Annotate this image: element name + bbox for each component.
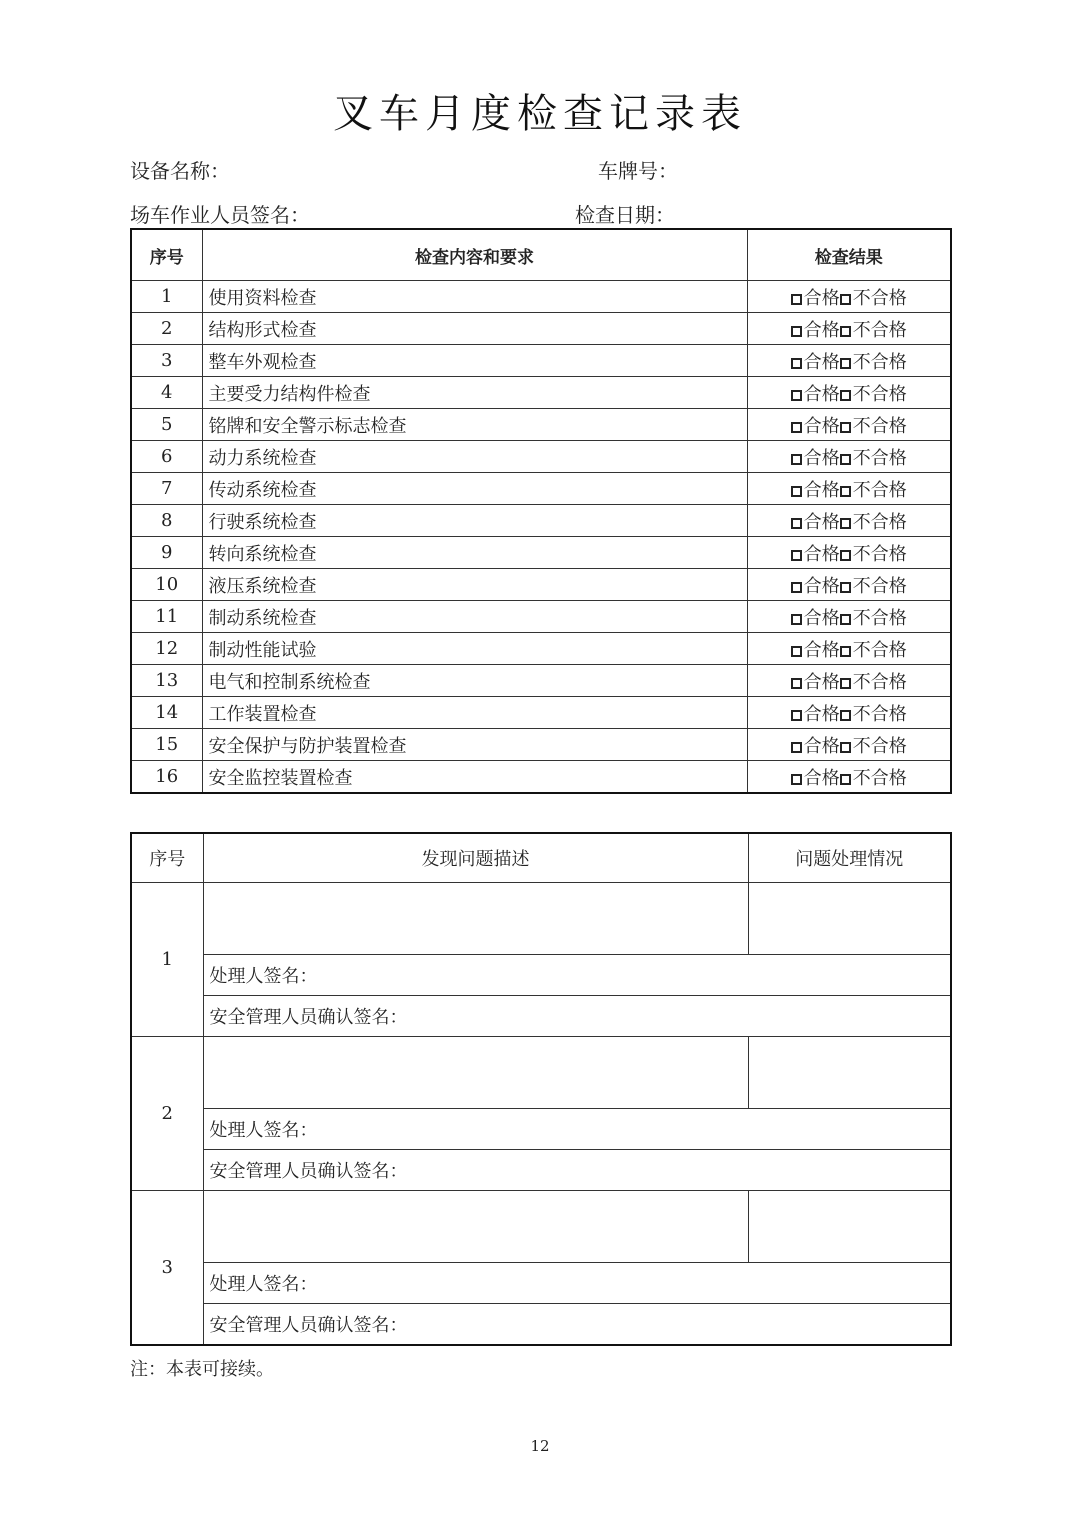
inspect-date-label: 检查日期： [575, 203, 675, 227]
row-result [747, 601, 951, 633]
row-seq: 3 [131, 345, 202, 377]
fail-option-label: 不合格 [852, 639, 907, 661]
safety-sign-field[interactable]: 安全管理人员确认签名： [203, 1304, 951, 1346]
pass-checkbox[interactable] [791, 614, 802, 625]
pass-checkbox[interactable] [791, 518, 802, 529]
pass-checkbox[interactable] [791, 486, 802, 497]
fail-option-label: 不合格 [852, 479, 907, 501]
safety-sign-row [131, 1304, 951, 1346]
fail-checkbox[interactable] [840, 486, 851, 497]
row-result [747, 441, 951, 473]
fail-checkbox[interactable] [840, 294, 851, 305]
fail-option-label: 不合格 [852, 351, 907, 373]
pass-option-label: 合格 [803, 479, 840, 501]
problem-seq: 2 [131, 1037, 203, 1191]
safety-sign-field[interactable]: 安全管理人员确认签名： [203, 1150, 951, 1191]
pass-option-label: 合格 [803, 767, 840, 789]
fail-checkbox[interactable] [840, 774, 851, 785]
fail-checkbox[interactable] [840, 422, 851, 433]
table-row [131, 697, 951, 729]
footnote: 注：本表可接续。 [130, 1359, 274, 1380]
fail-option-label: 不合格 [852, 287, 907, 309]
seq-header: 序号 [131, 833, 203, 883]
fail-option-label: 不合格 [852, 511, 907, 533]
row-result [747, 281, 951, 313]
fail-checkbox[interactable] [840, 678, 851, 689]
row-item: 制动性能试验 [202, 633, 747, 665]
pass-option-label: 合格 [803, 607, 840, 629]
fail-checkbox[interactable] [840, 550, 851, 561]
row-result [747, 665, 951, 697]
fail-checkbox[interactable] [840, 326, 851, 337]
problem-header-row [131, 833, 951, 883]
problem-row [131, 883, 951, 955]
pass-checkbox[interactable] [791, 358, 802, 369]
row-seq: 15 [131, 729, 202, 761]
fail-option-label: 不合格 [852, 415, 907, 437]
fail-checkbox[interactable] [840, 358, 851, 369]
row-result [747, 409, 951, 441]
pass-option-label: 合格 [803, 287, 840, 309]
table-row [131, 281, 951, 313]
pass-option-label: 合格 [803, 415, 840, 437]
handler-sign-field[interactable]: 处理人签名： [203, 955, 951, 996]
pass-option-label: 合格 [803, 383, 840, 405]
fail-option-label: 不合格 [852, 703, 907, 725]
row-seq: 4 [131, 377, 202, 409]
problem-handling-field[interactable] [748, 1037, 951, 1109]
handler-sign-row [131, 1263, 951, 1304]
table-row [131, 409, 951, 441]
fail-checkbox[interactable] [840, 646, 851, 657]
table-row [131, 569, 951, 601]
row-item: 铭牌和安全警示标志检查 [202, 409, 747, 441]
fail-option-label: 不合格 [852, 543, 907, 565]
fail-checkbox[interactable] [840, 710, 851, 721]
pass-option-label: 合格 [803, 639, 840, 661]
pass-option-label: 合格 [803, 671, 840, 693]
fail-option-label: 不合格 [852, 671, 907, 693]
content-header: 检查内容和要求 [202, 229, 747, 281]
row-seq: 12 [131, 633, 202, 665]
pass-checkbox[interactable] [791, 774, 802, 785]
safety-sign-row [131, 996, 951, 1037]
pass-option-label: 合格 [803, 703, 840, 725]
row-result [747, 537, 951, 569]
table-row [131, 505, 951, 537]
plate-no-label: 车牌号： [598, 159, 678, 183]
handling-header: 问题处理情况 [748, 833, 951, 883]
operator-sign-label: 场车作业人员签名： [130, 203, 310, 227]
problem-row [131, 1037, 951, 1109]
table-row [131, 345, 951, 377]
fail-option-label: 不合格 [852, 383, 907, 405]
fail-option-label: 不合格 [852, 767, 907, 789]
pass-checkbox[interactable] [791, 742, 802, 753]
row-item: 制动系统检查 [202, 601, 747, 633]
row-result [747, 345, 951, 377]
pass-option-label: 合格 [803, 543, 840, 565]
table-row [131, 537, 951, 569]
table-row [131, 665, 951, 697]
row-item: 传动系统检查 [202, 473, 747, 505]
pass-checkbox[interactable] [791, 294, 802, 305]
table-row [131, 313, 951, 345]
row-seq: 11 [131, 601, 202, 633]
pass-option-label: 合格 [803, 447, 840, 469]
pass-checkbox[interactable] [791, 582, 802, 593]
problem-seq: 1 [131, 883, 203, 1037]
result-header: 检查结果 [747, 229, 951, 281]
row-seq: 10 [131, 569, 202, 601]
row-result [747, 697, 951, 729]
row-item: 安全监控装置检查 [202, 761, 747, 794]
fail-option-label: 不合格 [852, 575, 907, 597]
page-title: 叉车月度检查记录表 [333, 91, 747, 137]
fail-checkbox[interactable] [840, 582, 851, 593]
row-result [747, 313, 951, 345]
fail-checkbox[interactable] [840, 518, 851, 529]
row-seq: 5 [131, 409, 202, 441]
pass-checkbox[interactable] [791, 678, 802, 689]
row-seq: 16 [131, 761, 202, 794]
problem-handling-field[interactable] [748, 1191, 951, 1263]
problem-table [130, 832, 952, 1346]
row-result [747, 377, 951, 409]
fail-option-label: 不合格 [852, 735, 907, 757]
handler-sign-field[interactable]: 处理人签名： [203, 1109, 951, 1150]
row-item: 行驶系统检查 [202, 505, 747, 537]
row-result [747, 729, 951, 761]
row-item: 动力系统检查 [202, 441, 747, 473]
row-seq: 14 [131, 697, 202, 729]
pass-checkbox[interactable] [791, 390, 802, 401]
pass-option-label: 合格 [803, 351, 840, 373]
problem-description-field[interactable] [203, 1037, 748, 1109]
table-row [131, 601, 951, 633]
pass-option-label: 合格 [803, 511, 840, 533]
row-seq: 13 [131, 665, 202, 697]
row-result [747, 761, 951, 794]
table-row [131, 441, 951, 473]
table-row [131, 473, 951, 505]
pass-checkbox[interactable] [791, 454, 802, 465]
problem-seq: 3 [131, 1191, 203, 1346]
pass-option-label: 合格 [803, 735, 840, 757]
fail-option-label: 不合格 [852, 319, 907, 341]
row-result [747, 633, 951, 665]
fail-option-label: 不合格 [852, 607, 907, 629]
problem-row [131, 1191, 951, 1263]
handler-sign-row [131, 1109, 951, 1150]
row-seq: 9 [131, 537, 202, 569]
row-item: 转向系统检查 [202, 537, 747, 569]
description-header: 发现问题描述 [203, 833, 748, 883]
row-seq: 6 [131, 441, 202, 473]
pass-checkbox[interactable] [791, 710, 802, 721]
row-item: 整车外观检查 [202, 345, 747, 377]
problem-description-field[interactable] [203, 883, 748, 955]
row-item: 使用资料检查 [202, 281, 747, 313]
fail-checkbox[interactable] [840, 454, 851, 465]
row-item: 电气和控制系统检查 [202, 665, 747, 697]
fail-checkbox[interactable] [840, 742, 851, 753]
device-name-label: 设备名称： [130, 159, 230, 183]
problem-description-field[interactable] [203, 1191, 748, 1263]
inspection-header-row [131, 229, 951, 281]
row-item: 液压系统检查 [202, 569, 747, 601]
row-result [747, 505, 951, 537]
handler-sign-field[interactable]: 处理人签名： [203, 1263, 951, 1304]
fail-checkbox[interactable] [840, 390, 851, 401]
safety-sign-row [131, 1150, 951, 1191]
table-row [131, 729, 951, 761]
row-result [747, 569, 951, 601]
handler-sign-row [131, 955, 951, 996]
fail-checkbox[interactable] [840, 614, 851, 625]
pass-checkbox[interactable] [791, 422, 802, 433]
row-result [747, 473, 951, 505]
row-item: 安全保护与防护装置检查 [202, 729, 747, 761]
pass-checkbox[interactable] [791, 646, 802, 657]
row-item: 主要受力结构件检查 [202, 377, 747, 409]
seq-header: 序号 [131, 229, 202, 281]
row-seq: 1 [131, 281, 202, 313]
safety-sign-field[interactable]: 安全管理人员确认签名： [203, 996, 951, 1037]
problem-handling-field[interactable] [748, 883, 951, 955]
table-row [131, 633, 951, 665]
pass-checkbox[interactable] [791, 550, 802, 561]
row-seq: 7 [131, 473, 202, 505]
row-seq: 2 [131, 313, 202, 345]
fail-option-label: 不合格 [852, 447, 907, 469]
row-seq: 8 [131, 505, 202, 537]
pass-option-label: 合格 [803, 575, 840, 597]
row-item: 工作装置检查 [202, 697, 747, 729]
row-item: 结构形式检查 [202, 313, 747, 345]
pass-option-label: 合格 [803, 319, 840, 341]
pass-checkbox[interactable] [791, 326, 802, 337]
page-number: 12 [530, 1437, 550, 1455]
table-row [131, 761, 951, 794]
inspection-table [130, 228, 952, 794]
table-row [131, 377, 951, 409]
